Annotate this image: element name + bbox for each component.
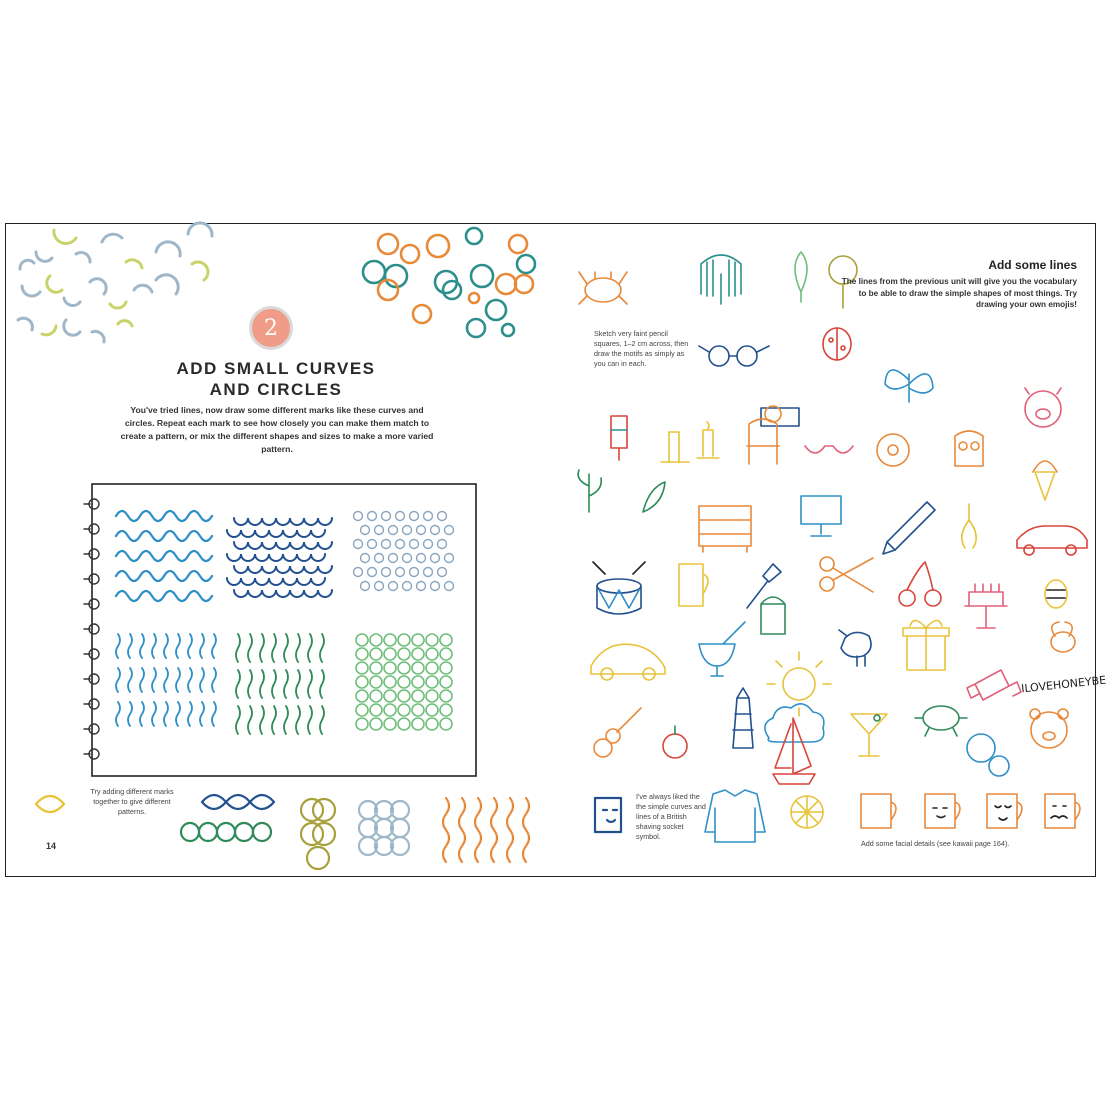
cherries-doodle — [899, 562, 941, 606]
book-spread — [5, 223, 1107, 877]
martini-doodle — [851, 714, 887, 756]
page-number: 14 — [46, 841, 57, 851]
title-line-2: AND CIRCLES — [209, 380, 343, 399]
jug-faces-doodle — [933, 806, 1067, 820]
bowl-doodle — [699, 622, 745, 676]
swatch-blue-strokes — [116, 634, 216, 726]
cake-doodle — [965, 584, 1007, 628]
rings-doodle — [967, 734, 1009, 776]
scissors-doodle — [820, 557, 873, 592]
ice-cream-doodle — [1033, 461, 1057, 500]
candles-doodle — [661, 422, 719, 462]
sailboat-doodle — [773, 718, 815, 784]
leaf-tree-doodle — [795, 252, 807, 302]
willow-tree-doodle — [701, 255, 741, 304]
step-number-badge: 2 — [249, 306, 293, 350]
drum-doodle — [593, 562, 645, 614]
owl-doodle — [955, 431, 983, 466]
tape-doodle — [761, 406, 799, 426]
leaf-mark — [36, 796, 64, 812]
pig-face-doodle — [1025, 388, 1061, 427]
sweet-doodle — [967, 670, 1021, 700]
swatch-hooks — [116, 511, 212, 601]
crab-doodle — [579, 272, 627, 304]
sun-doodle — [767, 652, 831, 716]
right-page-doodles — [551, 224, 1095, 876]
glasses-doodle — [699, 346, 769, 366]
intro-text: You've tried lines, now draw some different marks like these curves and circles. Repeat each mark to see how closely you can make them match to create a pattern, or mix the different shapes and sizes to make a more varied pattern. — [120, 405, 434, 454]
jacket-doodle — [705, 790, 765, 842]
title-line-1: ADD SMALL CURVES — [176, 359, 376, 378]
wave-pattern — [202, 795, 274, 809]
stacked-rings — [301, 799, 335, 869]
left-page — [6, 224, 550, 876]
tip-caption: Try adding different marks together to give different patterns. — [90, 787, 174, 816]
ice-lolly-doodle — [611, 416, 627, 460]
bird-doodle — [839, 630, 871, 666]
section-heading: Add some lines — [988, 258, 1077, 272]
swatch-green-circles — [356, 634, 452, 730]
sketch-tip-caption: Sketch very faint pencil squares, 1–2 cm across, then draw the motifs as simply as you can in each. — [594, 329, 689, 368]
lemon-slice-doodle — [791, 796, 823, 828]
drawers-doodle — [699, 506, 751, 552]
circle-chain — [181, 823, 271, 841]
paint-tin-doodle — [761, 597, 785, 634]
lighthouse-doodle — [733, 688, 753, 748]
swatch-scales — [227, 518, 332, 597]
facial-details-caption: Add some facial details (see kawaii page 164). — [861, 839, 1010, 848]
bee-doodle — [1045, 580, 1067, 608]
notebook-drawing — [84, 484, 476, 776]
leaf-sprig-doodle — [578, 470, 601, 512]
circle-doodles — [363, 228, 535, 337]
shaving-socket-caption: I've always liked the the simple curves and lines of a British shaving socket symbol. — [636, 792, 706, 841]
ladybird-doodle — [823, 328, 851, 360]
banana-doodle — [962, 504, 976, 548]
apple-doodle — [663, 726, 687, 758]
vintage-car-doodle — [591, 644, 665, 680]
curve-doodles — [18, 223, 212, 342]
butterfly-doodle — [885, 370, 933, 402]
orange-waves — [443, 798, 529, 862]
jug-doodle — [679, 564, 708, 606]
pencil-doodle — [883, 502, 935, 554]
sunglasses-doodle — [805, 446, 853, 453]
swatch-green-strokes — [236, 634, 324, 734]
section-intro: The lines from the previous unit will give you the vocabulary to be able to draw the simple shapes of most things. Try drawing your own emojis! — [841, 277, 1077, 309]
ring-grid — [359, 801, 409, 855]
swatch-small-circles — [354, 512, 454, 591]
gift-doodle — [903, 620, 949, 670]
bee-flying-doodle — [1051, 622, 1075, 652]
turtle-doodle — [915, 706, 967, 736]
donut-doodle — [877, 434, 909, 466]
leaf-doodle — [643, 482, 665, 512]
car-doodle — [1017, 526, 1087, 555]
bear-face-doodle — [1030, 709, 1068, 748]
jugs-row-doodle — [861, 794, 1080, 828]
right-page — [551, 224, 1107, 876]
page-title — [126, 358, 426, 400]
monitor-doodle — [801, 496, 841, 536]
guitar-doodle — [594, 708, 641, 757]
honeybee-doodle-text: ILOVEHONEYBE — [1020, 673, 1107, 696]
shaving-socket-doodle — [595, 798, 621, 832]
